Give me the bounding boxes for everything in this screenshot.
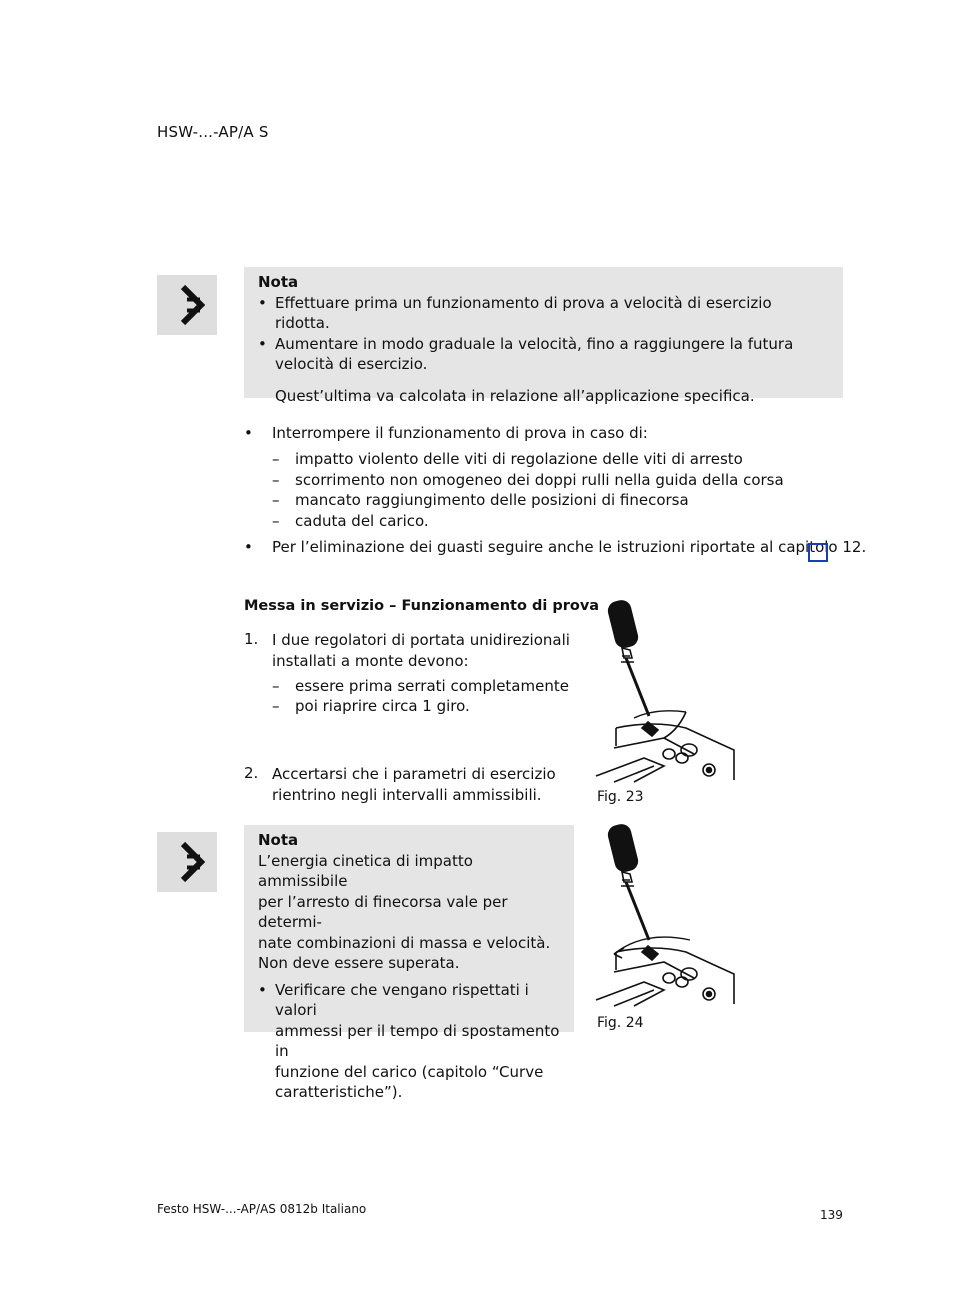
note-bullet: • Effettuare prima un funzionamento di prova a velocità di esercizio ridotta. [258, 293, 831, 334]
note-bullet-line: • Verificare che vengano rispettati i valori [275, 980, 529, 1019]
dash-item: – scorrimento non omogeneo dei doppi rulli nella guida della corsa [272, 471, 784, 489]
page-number: 139 [820, 1208, 843, 1222]
step-text [272, 630, 592, 671]
note-bullet: • Aumentare in modo graduale la velocità, fino a raggiungere la futura velocità di esercizio. [258, 334, 831, 375]
note-title: Nota [258, 273, 299, 291]
note-line: Non deve essere superata. [258, 954, 460, 972]
note-title: Nota [258, 831, 299, 849]
dash-item-text: essere prima serrati completamente [295, 677, 569, 695]
footer-text: Festo HSW-...-AP/AS 0812b Italiano [157, 1202, 367, 1216]
note-bullet-line: ammessi per il tempo di spostamento in [275, 1021, 560, 1060]
section-heading: Messa in servizio – Funzionamento di prova [244, 598, 600, 614]
dash-item-text: poi riaprire circa 1 giro. [295, 697, 470, 715]
note-extra-text: Quest’ultima va calcolata in relazione all’applicazione specifica. [275, 386, 755, 405]
dash-item-text: impatto violento delle viti di regolazione delle viti di arresto [295, 450, 743, 468]
note-line: nate combinazioni di massa e velocità. [258, 933, 551, 952]
figure-caption: Fig. 23 [597, 789, 644, 805]
list-item: • Interrompere il funzionamento di prova in caso di: [244, 424, 648, 442]
note-bullet [258, 980, 566, 1103]
note-box [244, 825, 574, 1101]
document-header: HSW-...-AP/A S [157, 123, 269, 141]
figure-caption: Fig. 24 [597, 1015, 644, 1031]
note-arrow-icon [157, 275, 217, 335]
figure-24-screwdriver-adjustment [594, 822, 739, 1007]
dash-item-text: caduta del carico. [295, 512, 429, 530]
step-number: 2. [244, 764, 259, 782]
note-bullet-line: funzione del carico (capitolo “Curve [275, 1062, 544, 1081]
list-item-text: Interrompere il funzionamento di prova in caso di: [272, 424, 648, 442]
dash-item-text: mancato raggiungimento delle posizioni di finecorsa [295, 491, 689, 509]
note-line: L’energia cinetica di impatto ammissibile [258, 851, 473, 890]
dash-item: – essere prima serrati completamente [272, 677, 569, 695]
step-line: Accertarsi che i parametri di esercizio [272, 765, 556, 783]
dash-item: – caduta del carico. [272, 512, 429, 530]
dash-item-text: scorrimento non omogeneo dei doppi rulli nella guida della corsa [295, 471, 784, 489]
step-number: 1. [244, 630, 259, 648]
step-line: I due regolatori di portata unidirezionali [272, 631, 570, 649]
dash-item: – mancato raggiungimento delle posizioni di finecorsa [272, 491, 689, 509]
list-item-text: Per l’eliminazione dei guasti seguire anche le istruzioni riportate al capitolo 12. [272, 538, 867, 556]
note-arrow-icon [157, 832, 217, 892]
chapter-link[interactable] [808, 543, 828, 562]
note-box [244, 267, 843, 405]
note-bullet-line: caratteristiche”). [275, 1083, 403, 1101]
dash-item: – impatto violento delle viti di regolazione delle viti di arresto [272, 450, 743, 468]
step-text [272, 764, 592, 805]
list-item: • Per l’eliminazione dei guasti seguire anche le istruzioni riportate al capitolo 12. [244, 538, 867, 556]
dash-item: – poi riaprire circa 1 giro. [272, 697, 470, 715]
note-line: per l’arresto di finecorsa vale per determi- [258, 892, 508, 931]
step-line: installati a monte devono: [272, 651, 469, 670]
figure-23-screwdriver-adjustment [594, 598, 739, 783]
step-line: rientrino negli intervalli ammissibili. [272, 785, 542, 804]
